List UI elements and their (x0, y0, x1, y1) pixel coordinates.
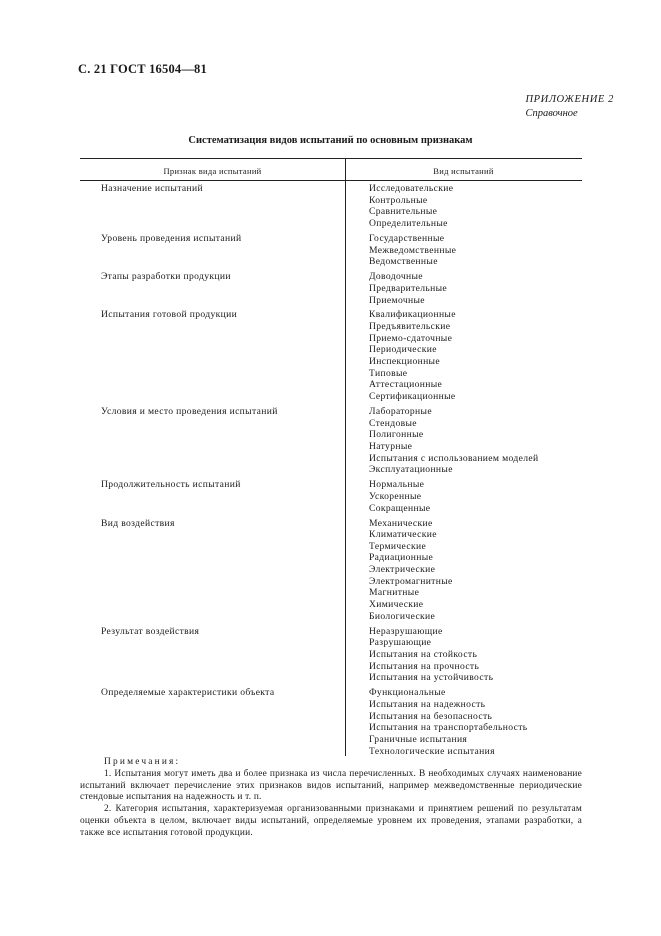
criterion-cell: Испытания готовой продукции (101, 309, 238, 321)
test-type-item: Аттестационные (369, 379, 443, 391)
test-type-item: Квалификационные (369, 309, 456, 321)
test-type-item: Механические (369, 517, 433, 529)
column-header-type: Вид испытаний (433, 166, 494, 176)
test-type-item: Межведомственные (369, 244, 457, 256)
test-type-item: Ведомственные (369, 256, 438, 268)
table-row (0, 687, 661, 757)
test-type-item: Испытания на транспортабельность (369, 722, 528, 734)
column-header-criterion: Признак вида испытаний (163, 166, 262, 176)
table-row (0, 271, 661, 306)
test-type-item: Разрушающие (369, 637, 432, 649)
test-type-item: Доводочные (369, 271, 423, 283)
table-row (0, 406, 661, 476)
test-type-item: Электромагнитные (369, 575, 453, 587)
test-type-item: Натурные (369, 440, 413, 452)
test-type-item: Исследовательские (369, 183, 454, 194)
test-type-item: Испытания на устойчивость (369, 672, 494, 684)
table-body (0, 183, 661, 761)
test-type-item: Лабораторные (369, 406, 432, 417)
note-item: 1. Испытания могут иметь два и более признака из числа перечисленных. В необходимых случаях наименование испытаний включает перечисление этих признаков видов испытаний, например межведомственные периодические стендовые испытания на надежность и т. п. (80, 768, 582, 803)
test-type-item: Эксплуатационные (369, 464, 453, 476)
test-types-cell (369, 687, 661, 757)
test-type-item: Биологические (369, 610, 436, 622)
test-type-item: Ускоренные (369, 490, 422, 502)
appendix-subtitle: Справочное (525, 108, 578, 119)
criterion-cell: Результат воздействия (101, 625, 200, 637)
test-type-item: Приемочные (369, 294, 425, 306)
table-row (0, 479, 661, 514)
test-types-cell (369, 309, 661, 402)
test-types-cell (369, 479, 661, 514)
test-types-cell (369, 183, 661, 230)
table-header-rule (80, 180, 582, 181)
test-types-cell (369, 271, 661, 306)
test-type-item: Термические (369, 540, 427, 552)
table-title: Систематизация видов испытаний по основным признакам (188, 135, 473, 146)
test-type-item: Функциональные (369, 687, 446, 699)
test-type-item: Приемо-сдаточные (369, 332, 453, 344)
notes-section (80, 757, 582, 840)
criterion-cell: Продолжительность испытаний (101, 479, 241, 491)
table-row (0, 309, 661, 402)
table-top-rule (80, 158, 582, 159)
test-types-cell (369, 406, 661, 476)
test-type-item: Испытания на прочность (369, 660, 480, 672)
test-type-item: Испытания на стойкость (369, 649, 478, 661)
test-type-item: Предварительные (369, 282, 448, 294)
table-row (0, 233, 661, 268)
test-type-item: Типовые (369, 367, 408, 379)
table-row (0, 183, 661, 230)
test-type-item: Инспекционные (369, 356, 440, 368)
notes-heading: Примечания: (104, 757, 181, 767)
test-type-item: Контрольные (369, 194, 428, 206)
criterion-cell: Вид воздействия (101, 517, 175, 529)
test-type-item: Определительные (369, 217, 448, 229)
note-item: 2. Категория испытания, характеризуемая организованными признаками и принятием решений по результатам оценки объекта в целом, включает виды испытаний, определяемые уровнем их проведения, этапами разработки, а также все испытания готовой продукции. (80, 804, 582, 838)
test-type-item: Технологические испытания (369, 745, 495, 757)
test-type-item: Государственные (369, 232, 445, 244)
test-type-item: Стендовые (369, 417, 417, 429)
test-type-item: Граничные испытания (369, 733, 468, 745)
appendix-label (525, 93, 614, 121)
test-type-item: Нормальные (369, 479, 425, 491)
test-type-item: Неразрушающие (369, 625, 443, 637)
test-types-cell (369, 518, 661, 623)
test-types-cell (369, 233, 661, 268)
test-type-item: Климатические (369, 529, 437, 541)
test-type-item: Электрические (369, 564, 436, 576)
test-type-item: Предъявительские (369, 321, 451, 333)
test-type-item: Испытания с использованием моделей (369, 452, 539, 464)
criterion-cell: Определяемые характеристики объекта (101, 687, 275, 699)
criterion-cell: Назначение испытаний (101, 183, 203, 194)
test-type-item: Периодические (369, 344, 437, 356)
test-type-item: Сокращенные (369, 502, 431, 514)
page-header: С. 21 ГОСТ 16504—81 (78, 62, 207, 76)
test-type-item: Испытания на надежность (369, 698, 486, 710)
criterion-cell: Уровень проведения испытаний (101, 232, 242, 244)
criterion-cell: Условия и место проведения испытаний (101, 406, 278, 417)
test-type-item: Радиационные (369, 552, 434, 564)
test-type-item: Сертификационные (369, 391, 456, 403)
appendix-title: ПРИЛОЖЕНИЕ 2 (525, 94, 614, 105)
test-type-item: Полигонные (369, 429, 424, 441)
test-type-item: Магнитные (369, 587, 420, 599)
table-row (0, 518, 661, 623)
test-type-item: Сравнительные (369, 206, 438, 218)
test-type-item: Испытания на безопасность (369, 710, 493, 722)
table-row (0, 626, 661, 684)
test-types-cell (369, 626, 661, 684)
test-type-item: Химические (369, 599, 424, 611)
criterion-cell: Этапы разработки продукции (101, 271, 231, 283)
